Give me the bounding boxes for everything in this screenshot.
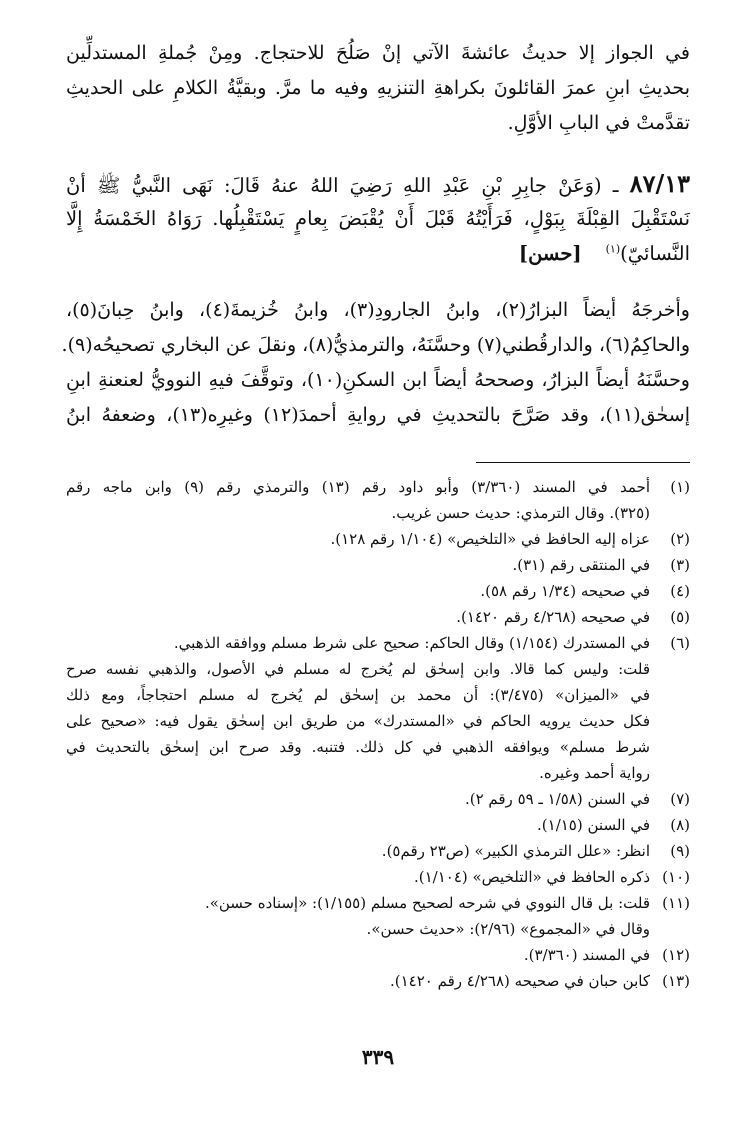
footnote-text: في السنن (١/٥٨ ـ ٥٩ رقم ٢). (464, 790, 650, 808)
footnote-separator (476, 462, 690, 463)
footnote (66, 942, 690, 968)
hadith-line (66, 166, 690, 201)
page-number: ٣٣٩ (361, 1045, 395, 1069)
footnote-text: رواية أحمد وغيره. (539, 764, 650, 782)
footnote-number: (٧) (670, 790, 690, 808)
footnote (66, 890, 690, 942)
footnote-number: (١٣) (662, 972, 690, 990)
footnote-number: (١) (670, 478, 690, 496)
hadith-grade: [حسن] (518, 242, 582, 265)
footnote (66, 864, 690, 890)
text-line: وحسَّنَهُ أيضاً البزارُ، وصححهُ أيضاً ابن السكنِ(١٠)، وتوقَّفَ فيهِ النوويُّ لعنعنةِ ابنِ (66, 369, 690, 391)
footnote-text: كابن حبان في صحيحه (٤/٢٦٨ رقم ١٤٢٠). (389, 972, 650, 990)
text-line: بحديثِ ابنِ عمرَ القائلونَ بكراهةِ التنزيهِ وفيه ما مرَّ. وبقيَّةُ الكلامِ على الحديثِ (66, 77, 690, 99)
footnote-number: (١٢) (662, 946, 690, 964)
text-line: في الجواز إلا حديثُ عائشةَ الآتي إنْ صَلُحَ للاحتجاج. ومِنْ جُملةِ المستدلِّين (66, 42, 690, 64)
footnote-number: (٢) (670, 530, 690, 548)
footnote-text: في المسند (٣/٣٦٠). (523, 946, 650, 964)
top-paragraph (66, 36, 690, 141)
footnote-text: فكل حديث يرويه الحاكم في «المستدرك» من طريق ابن إسحٰق يقول فيه: «صحيح على (66, 712, 650, 730)
footnote (66, 526, 690, 552)
footnote-text: في صحيحه (١/٣٤ رقم ٥٨). (480, 582, 650, 600)
footnote (66, 578, 690, 604)
text-line: والحاكِمُ(٦)، والدارقُطني(٧) وحسَّنَهُ، والترمذيُّ(٨)، ونقلَ عن البخاري تصحيحُه(٩). (61, 334, 690, 356)
footnote-ref: (١) (605, 242, 621, 256)
footnote-number: (٦) (670, 634, 690, 652)
footnote-number: (٤) (670, 582, 690, 600)
footnote-number: (١١) (662, 894, 690, 912)
text-line: إسحٰق(١١)، وقد صَرَّحَ بالتحديثِ في روايةِ أحمدَ(١٢) وغيرِه(١٣)، وضعفهُ ابنُ (66, 404, 690, 426)
hadith-text: ـ (وَعَنْ جابِرِ بْنِ عَبْدِ اللهِ رَضِيَ اللهُ عنهُ قَالَ: نَهَى النَّبيُّ ﷺ أنْ (66, 174, 619, 197)
footnote-text: في السنن (١/١٥). (537, 816, 650, 834)
footnote-text: انظر: «علل الترمذي الكبير» (ص٢٣ رقم٥). (381, 842, 650, 860)
footnote-number: (١٠) (662, 868, 690, 886)
footnote-text: شرط مسلم» ويوافقه الذهبي في كل ذلك. فتنبه. وقد صرح ابن إسحٰق بالتحديث في (66, 738, 650, 756)
hadith-block (66, 166, 690, 271)
footnote (66, 786, 690, 812)
footnote (66, 812, 690, 838)
footnote-text: في المستدرك (١/١٥٤) وقال الحاكم: صحيح على شرط مسلم ووافقه الذهبي. (173, 634, 650, 652)
footnote (66, 604, 690, 630)
footnote-number: (٩) (670, 842, 690, 860)
footnotes (66, 474, 690, 994)
footnote (66, 552, 690, 578)
hadith-text: النَّسائيّ) (620, 242, 690, 265)
footnote (66, 630, 690, 786)
footnote-text: (٣٢٥). وقال الترمذي: حديث حسن غريب. (391, 504, 650, 522)
footnote-text: في صحيحه (٤/٢٦٨ رقم ١٤٢٠). (456, 608, 650, 626)
footnote-text: عزاه إليه الحافظ في «التلخيص» (١/١٠٤ رقم ١٢٨). (330, 530, 650, 548)
footnote (66, 474, 690, 526)
footnote-text: ذكره الحافظ في «التلخيص» (١/١٠٤). (413, 868, 650, 886)
book-page (61, 36, 690, 1096)
text-line: تقدَّمتْ في البابِ الأوَّلِ. (507, 112, 690, 134)
hadith-line (66, 236, 690, 271)
footnote-number: (٣) (670, 556, 690, 574)
footnote-number: (٨) (670, 816, 690, 834)
footnote-text: وقال في «المجموع» (٢/٩٦): «حديث حسن». (366, 920, 650, 938)
text-line: وأخرجَهُ أيضاً البزارُ(٢)، وابنُ الجارودِ(٣)، وابنُ خُزيمةَ(٤)، وابنُ حِبانَ(٥)، (66, 299, 690, 321)
commentary-paragraph (61, 293, 690, 433)
footnote (66, 838, 690, 864)
footnote-text: في «الميزان» (٣/٤٧٥): أن محمد بن إسحٰق لم يُخرج له مسلم احتجاجاً، ومع ذلك (66, 686, 651, 704)
footnote-number: (٥) (670, 608, 690, 626)
footnote-text: قلت: وليس كما قالا. وابن إسحٰق لم يُخرج له مسلم في الأصول، والذهبي نفسه صرح (66, 660, 650, 678)
footnote (66, 968, 690, 994)
hadith-number: ٨٧/١٣ (629, 169, 690, 198)
hadith-line: نَسْتَقْبِلَ القِبْلَةَ بِبَوْلٍ، فَرَأَيْتُهُ قَبْلَ أَنْ يُقْبَضَ بِعامٍ يَسْتَقْبِلُها. رَوَاهُ الخَمْسَةُ إِلَّا (66, 207, 690, 230)
footnote-text: أحمد في المسند (٣/٣٦٠) وأبو داود رقم (١٣) والترمذي رقم (٩) وابن ماجه رقم (66, 478, 650, 496)
footnote-text: قلت: بل قال النووي في شرحه لصحيح مسلم (١/١٥٥): «إسناده حسن». (204, 894, 650, 912)
footnote-text: في المنتقى رقم (٣١). (512, 556, 650, 574)
